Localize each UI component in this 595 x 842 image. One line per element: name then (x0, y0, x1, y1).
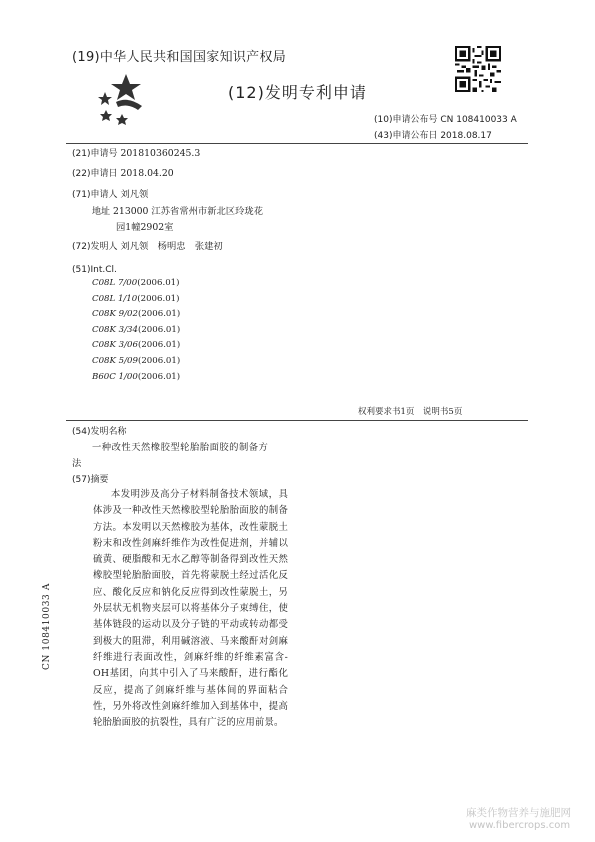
ipc-entry: B60C 1/00(2006.01) (92, 371, 181, 382)
section-divider (66, 420, 528, 421)
document-type: (12)发明专利申请 (228, 83, 367, 102)
application-date-row (72, 166, 174, 182)
inventor-row (72, 239, 223, 255)
application-date: 2018.04.20 (120, 168, 174, 179)
title-label: (54)发明名称 (72, 427, 127, 437)
inventor-names: 刘凡领 杨明忠 张建初 (120, 241, 223, 252)
invention-title-line-1: 一种改性天然橡胶型轮胎胎面胶的制备方 (92, 442, 269, 453)
abstract-text: 本发明涉及高分子材料制备技术领域，具体涉及一种改性天然橡胶型轮胎胎面胶的制备方法。本发明以天然橡胶为基体，改性蒙脱土粉末和改性剑麻纤维作为改性促进剂，并辅以硫黄、硬脂酸和无水乙醇等制备得到改性天然橡胶型轮胎胎面胶，首先将蒙脱土经过活化反应、酸化反应和钠化反应得到改性蒙脱土，另外层状无机物夹层可以将基体分子束缚住，使基体链段的运动以及分子链的平动或转动都受到极大的阻滞，利用碱溶液、马来酸酐对剑麻纤维进行表面改性，剑麻纤维的纤维素富含-OH基团，向其中引入了马来酸酐，进行酯化反应，提高了剑麻纤维与基体间的界面粘合性，另外将改性剑麻纤维加入到基体中，提高轮胎胎面胶的抗裂性，具有广泛的应用前景。 (93, 489, 288, 729)
application-number: 201810360245.3 (120, 148, 201, 159)
application-date-label: (22)申请日 (72, 169, 118, 179)
watermark-url: www.fibercrops.com (469, 820, 571, 831)
inventor-label: (72)发明人 (72, 242, 118, 252)
cnipa-logo-icon (96, 72, 152, 128)
publication-number: (10)申请公布号 CN 108410033 A (374, 115, 517, 125)
abstract-label: (57)摘要 (72, 475, 109, 485)
ipc-entry: C08K 5/09(2006.01) (92, 355, 181, 366)
ipc-list (92, 276, 180, 385)
application-number-row (72, 146, 200, 162)
application-number-label: (21)申请号 (72, 149, 118, 159)
ipc-entry: C08L 7/00(2006.01) (92, 278, 180, 288)
ipc-entry: C08K 3/06(2006.01) (92, 340, 181, 351)
address-line-1: 213000 江苏省常州市新北区玲珑花 (112, 206, 263, 217)
ipc-entry: C08L 1/10(2006.01) (92, 293, 180, 304)
issuing-office: (19)中华人民共和国国家知识产权局 (72, 50, 287, 65)
qr-code-icon (455, 46, 501, 92)
invention-title-line-2: 法 (72, 458, 82, 469)
ipc-entry: C08K 9/02(2006.01) (92, 309, 181, 320)
applicant-label: (71)申请人 (72, 190, 118, 200)
header-divider (66, 143, 528, 144)
address-row (92, 204, 263, 220)
side-publication-number: CN 108410033 A (42, 583, 52, 670)
ipc-entry: C08K 3/34(2006.01) (92, 324, 181, 335)
address-line-2: 园1幢2902室 (116, 222, 174, 233)
page-count: 权利要求书1页 说明书5页 (358, 407, 463, 417)
applicant-name: 刘凡领 (120, 189, 149, 200)
applicant-row (72, 187, 148, 203)
watermark-site-name: 麻类作物营养与施肥网 (466, 807, 571, 819)
ipc-label: (51)Int.Cl. (72, 265, 117, 275)
address-label: 地址 (92, 207, 111, 217)
publication-date: (43)申请公布日 2018.08.17 (374, 131, 492, 141)
